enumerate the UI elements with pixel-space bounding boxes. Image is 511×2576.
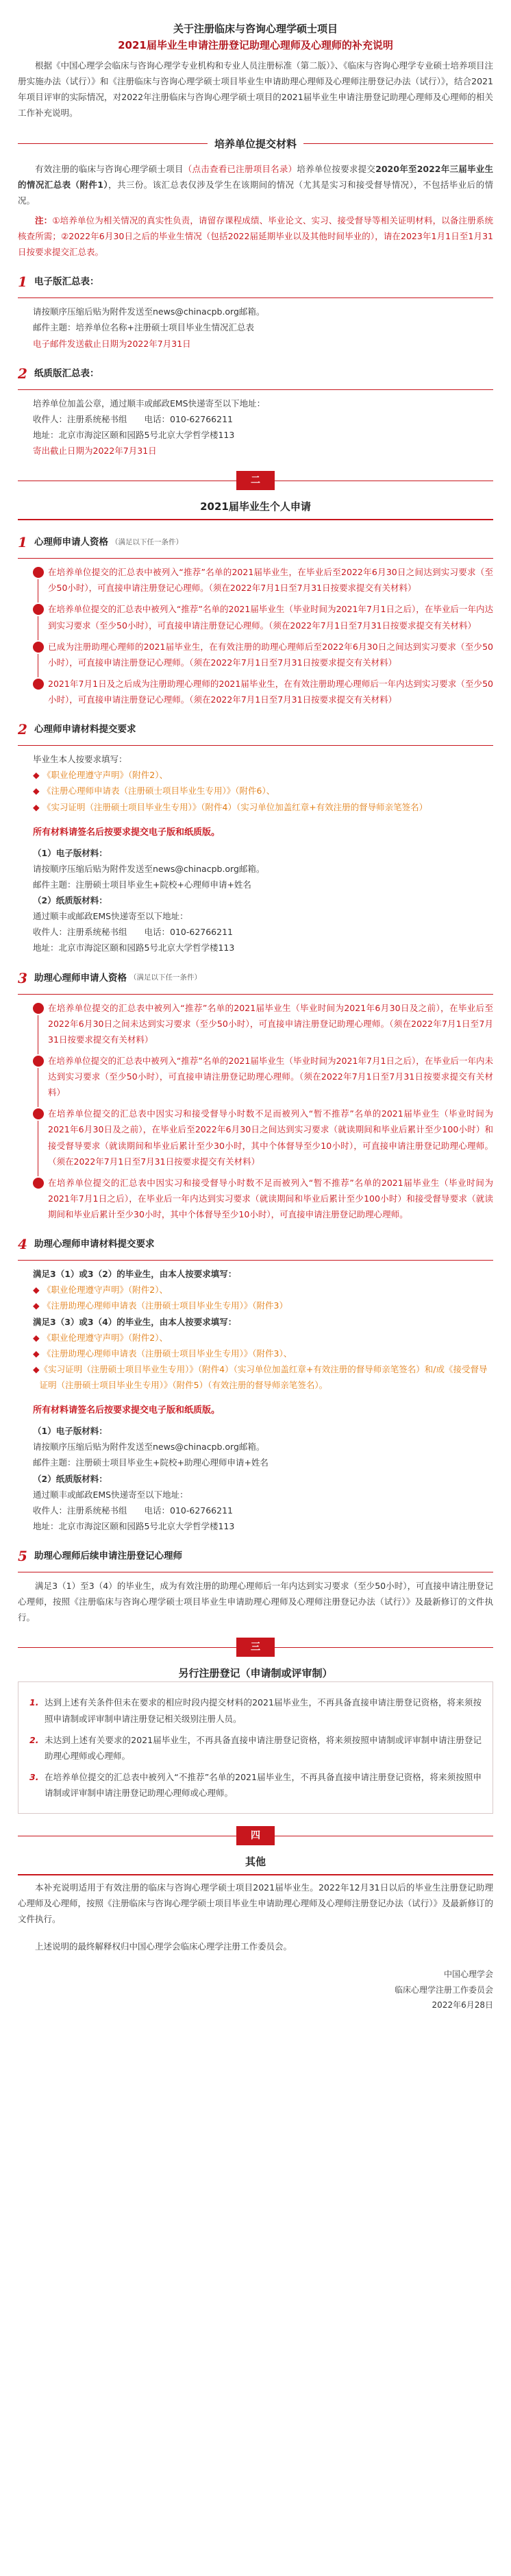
paper-deadline: 寄出截止日期为2022年7月31日 [33, 446, 157, 456]
list-item: ◆ 《职业伦理遵守声明》（附件2）、 [33, 1332, 168, 1343]
list-item: ◆ 《实习证明（注册硕士项目毕业生专用）》（附件4）（实习单位加盖红章+有效注册的督导师亲笔签名） [33, 801, 428, 812]
section-2-number: 二 [18, 471, 493, 491]
electronic-deadline: 电子邮件发送截止日期为2022年7月31日 [33, 338, 191, 349]
followup-heading: 5 助理心理师后续申请注册登记心理师 [18, 1548, 182, 1565]
list-item: 2. 未达到上述有关要求的2021届毕业生，不再具备直接申请注册登记资格，将来须按照申请制或评审制申请注册登记助理心理师或心理师。 [29, 1734, 482, 1761]
assistant-submission-details: （1）电子版材料： 请按顺序压缩后贴为附件发送至news@chinacpb.org邮箱。 邮件主题：注册硕士项目毕业生+院校+助理心理师申请+姓名 （2）纸质版材料： 通过顺丰或邮政EMS快递寄至以下地址： 收件人：注册系统秘书组 电话：010-62766211 地址：北京市海淀区颐和园路5号北京大学哲学楼113 [33, 1426, 269, 1531]
list-item: 1. 达到上述有关条件但未在要求的相应时段内提交材料的2021届毕业生，不再具备直接申请注册登记资格，将来须按照申请制或评审制申请注册登记相关级别注册人员。 [29, 1697, 482, 1724]
list-item: 在培养单位提交的汇总表中被列入“推荐”名单的2021届毕业生，在毕业后至2022年6月30日之间达到实习要求（至少50小时），可直接申请注册登记心理师。（须在2022年7月1日至7月31日按要求提交有关材料） [33, 564, 493, 596]
electronic-summary-heading: 1 电子版汇总表： [18, 274, 99, 291]
section-3-number: 三 [18, 1638, 493, 1658]
section-3-box [18, 1681, 493, 1814]
sec1-note: 注：①培养单位为相关情况的真实性负责，请留存课程成绩、毕业论文、实习、接受督导等相关证明材料，以备注册系统核查所需；②2022年6月30日之后的毕业生情况（包括2022届延期毕业以及其他时间毕业的），请在2023年1月1日至1月31日按要求提交汇总表。 [18, 215, 493, 258]
section-4-body: 本补充说明适用于有效注册的临床与咨询心理学硕士项目2021届毕业生。2022年12月31日以后的毕业生注册登记助理心理师及心理师，按照《注册临床与咨询心理学硕士项目毕业生申请助理心理师及心理师注册登记办法（试行）》及最新修订的文件执行。 [18, 1882, 493, 1925]
signature-block: 中国心理学会 临床心理学注册工作委员会 2022年6月28日 [394, 1969, 493, 2010]
list-item: 在培养单位提交的汇总表中被列入“推荐”名单的2021届毕业生（毕业时间为2021年7月1日之后），在毕业后一年内达到实习要求（至少50小时），可直接申请注册登记心理师。（须在2022年7月1日至7月31日按要求提交有关材料） [33, 601, 493, 633]
group2-title: 满足3（3）或3（4）的毕业生，由本人按要求填写： [33, 1316, 237, 1327]
section-1-title: 培养单位提交材料 [208, 135, 303, 154]
list-item: 在培养单位提交的汇总表中被列入“推荐”名单的2021届毕业生（毕业时间为2021年7月1日之后），在毕业后一年内未达到实习要求（至少50小时），可直接申请注册登记助理心理师。（须在2022年7月1日至7月31日按要求提交有关材料） [33, 1053, 493, 1100]
page-title-line2: 2021届毕业生申请注册登记助理心理师及心理师的补充说明 [118, 39, 393, 51]
psychologist-submission-details: （1）电子版材料： 请按顺序压缩后贴为附件发送至news@chinacpb.org邮箱。 邮件主题：注册硕士项目毕业生+院校+心理师申请+姓名 （2）纸质版材料： 通过顺丰或邮政EMS快递寄至以下地址： 收件人：注册系统秘书组 电话：010-62766211 地址：北京市海淀区颐和园路5号北京大学哲学楼113 [33, 847, 265, 953]
submission-notice-2: 所有材料请签名后按要求提交电子版和纸质版。 [33, 1405, 221, 1416]
paper-summary-heading: 2 纸质版汇总表： [18, 365, 99, 382]
psychologist-eligibility-heading: 1 心理师申请人资格 （满足以下任一条件） [18, 534, 183, 551]
section-3-title: 另行注册登记（申请制或评审制） [178, 1667, 333, 1680]
list-item: 已成为注册助理心理师的2021届毕业生，在有效注册的助理心理师后至2022年6月30日之间达到实习要求（至少50小时），可直接申请注册登记心理师。（须在2022年7月1日至7月31日按要求提交有关材料） [33, 639, 493, 670]
list-item: ◆ 《职业伦理遵守声明》（附件2）、 [33, 770, 168, 781]
section-4-title: 其他 [245, 1856, 266, 1869]
list-item: 2021年7月1日及之后成为注册助理心理师的2021届毕业生，在有效注册助理心理师后一年内达到实习要求（至少50小时），可直接申请注册登记心理师。（须在2022年7月1日至7月31日按要求提交有关材料） [33, 676, 493, 707]
assistant-materials-heading: 4 助理心理师申请材料提交要求 [18, 1236, 155, 1253]
closing-statement: 上述说明的最终解释权归中国心理学会临床心理学注册工作委员会。 [35, 1941, 292, 1952]
list-item: 在培养单位提交的汇总表中因实习和接受督导小时数不足而被列入“暂不推荐”名单的2021届毕业生（毕业时间为2021年7月1日之后），在毕业后一年内达到实习要求（就读期间和毕业后累计至少100小时）和接受督导要求（就读期间和毕业后累计至少30小时，其中个体督导至少10小时），可直接申请注册登记助理心理师。 [33, 1175, 493, 1222]
electronic-summary-body: 请按顺序压缩后贴为附件发送至news@chinacpb.org邮箱。 邮件主题：培养单位名称+注册硕士项目毕业生情况汇总表 电子邮件发送截止日期为2022年7月31日 [33, 304, 493, 351]
submission-notice: 所有材料请签名后按要求提交电子版和纸质版。 [33, 827, 221, 838]
list-item: ◆ 《职业伦理遵守声明》（附件2）、 [33, 1285, 168, 1296]
list-item: 在培养单位提交的汇总表中因实习和接受督导小时数不足而被列入“暂不推荐”名单的2021届毕业生（毕业时间为2021年6月30日及之前），在毕业后至2022年6月30日之间达到实习要求（就读期间和毕业后累计至少100小时）和接受督导要求（就读期间和毕业后累计至少30小时，其中个体督导至少10小时），可直接申请注册登记助理心理师。（须在2022年7月1日至7月31日按要求提交有关材料） [33, 1106, 493, 1169]
psychologist-eligibility-list [33, 564, 493, 707]
section-4-number: 四 [18, 1826, 493, 1847]
paper-summary-body: 培养单位加盖公章，通过顺丰或邮政EMS快递寄至以下地址： 收件人：注册系统秘书组 电话：010-62766211 地址：北京市海淀区颐和园路5号北京大学哲学楼113 寄出截止日期为2022年7月31日 [33, 396, 493, 459]
psychologist-materials-heading: 2 心理师申请材料提交要求 [18, 721, 136, 738]
registered-programs-link[interactable]: （点击查看已注册项目名录） [183, 163, 297, 174]
section-1-header [18, 134, 493, 154]
intro-paragraph: 根据《中国心理学会临床与咨询心理学专业机构和专业人员注册标准（第二版）》、《临床与咨询心理学专业硕士培养项目注册实施办法（试行）》和《注册临床与咨询心理学硕士项目毕业生申请助理心理师及心理师注册登记办法（试行）》，结合2021年项目评审的实际情况，对2022年注册临床与咨询心理学硕士项目的2021届毕业生申请注册登记助理心理师及心理师的相关工作补充说明。 [18, 60, 493, 119]
assistant-eligibility-heading: 3 助理心理师申请人资格 （满足以下任一条件） [18, 969, 201, 986]
materials-intro: 毕业生本人按要求填写： [33, 754, 127, 765]
list-item: ◆ 《注册心理师申请表（注册硕士项目毕业生专用）》（附件6）、 [33, 786, 275, 797]
list-item: 在培养单位提交的汇总表中被列入“推荐”名单的2021届毕业生（毕业时间为2021年6月30日及之前），在毕业后至2022年6月30日之间未达到实习要求（至少50小时），可直接申请注册登记助理心理师。（须在2022年7月1日至7月31日按要求提交有关材料） [33, 1000, 493, 1047]
list-item: 3. 在培养单位提交的汇总表中被列入“不推荐”名单的2021届毕业生，不再具备直接申请注册登记资格，将来须按照申请制或评审制申请注册登记助理心理师或心理师。 [29, 1771, 482, 1799]
followup-body: 满足3（1）至3（4）的毕业生，成为有效注册的助理心理师后一年内达到实习要求（至少50小时），可直接申请注册登记心理师，按照《注册临床与咨询心理学硕士项目毕业生申请助理心理师及心理师注册登记办法（试行）》及最新修订的文件执行。 [18, 1581, 493, 1623]
assistant-eligibility-list [33, 1000, 493, 1223]
list-item: ◆ 《注册助理心理师申请表（注册硕士项目毕业生专用）》（附件3）、 [33, 1348, 292, 1359]
page-title-line1: 关于注册临床与咨询心理学硕士项目 [173, 23, 338, 35]
group1-title: 满足3（1）或3（2）的毕业生，由本人按要求填写： [33, 1269, 237, 1280]
list-item: ◆ 《实习证明（注册硕士项目毕业生专用）》（附件4）（实习单位加盖红章+有效注册的督导师亲笔签名）和/或《接受督导证明（注册硕士项目毕业生专用）》（附件5）（有效注册的督导师亲笔签名）。 [33, 1363, 488, 1391]
list-item: ◆ 《注册助理心理师申请表（注册硕士项目毕业生专用）》（附件3） [33, 1300, 288, 1311]
sec1-paragraph: 有效注册的临床与咨询心理学硕士项目（点击查看已注册项目名录）培养单位按要求提交2020年至2022年三届毕业生的情况汇总表（附件1），共三份。该汇总表仅涉及学生在该期间的情况（尤其是实习和接受督导情况），不包括毕业后的情况。 [18, 163, 493, 206]
section-2-title: 2021届毕业生个人申请 [200, 500, 311, 513]
